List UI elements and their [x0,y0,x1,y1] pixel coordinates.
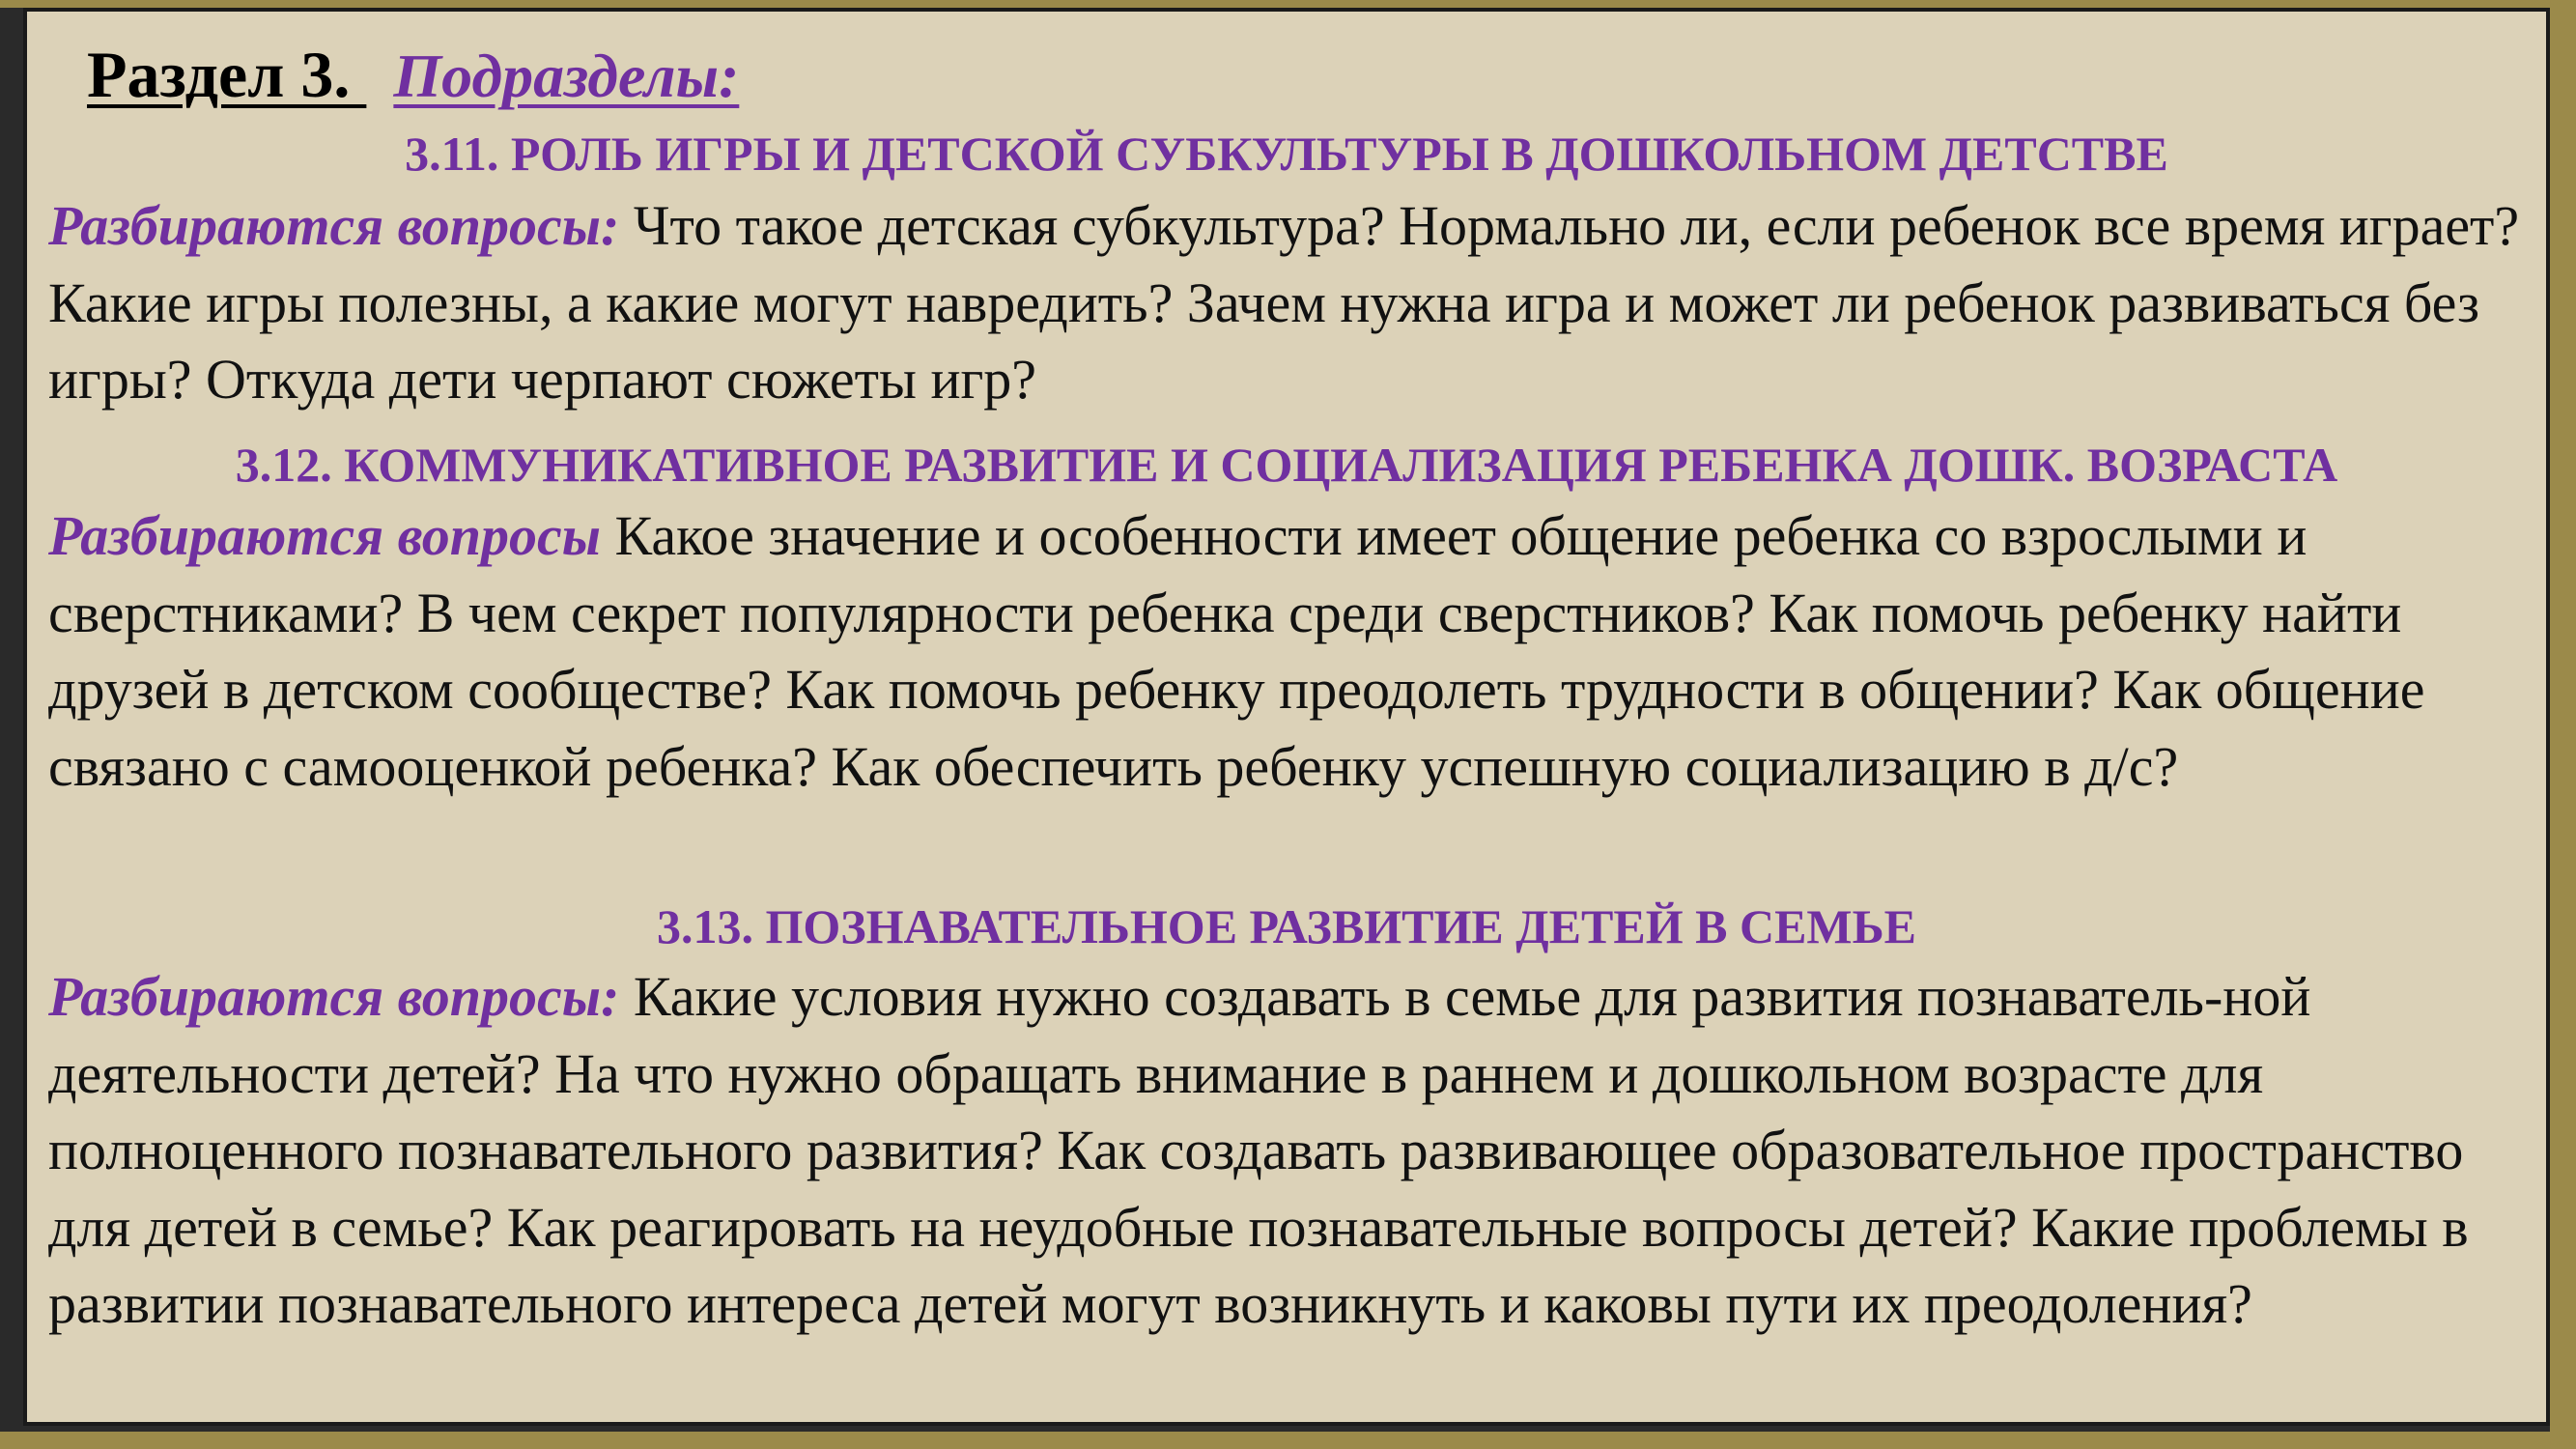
section-text-3-13: Какие условия нужно создавать в семье для развития познаватель-ной деятельности детей? На что нужно обращать внимание в раннем и дошкольном возрасте для полноценного познавательного развития? Как создавать развивающее образовательное пространство для детей в семье? Как реагировать на неудобные познавательные вопросы детей? Какие проблемы в развитии познавательного интереса детей могут возникнуть и каковы пути их преодоления? [48,965,2469,1335]
section-heading-3-13: 3.13. ПОЗНАВАТЕЛЬНОЕ РАЗВИТИЕ ДЕТЕЙ В СЕМЬЕ [656,899,1917,953]
page-title [87,37,739,124]
section-lead-3-12: Разбираются вопросы [48,504,602,567]
section-heading-3-12: 3.12. КОММУНИКАТИВНОЕ РАЗВИТИЕ И СОЦИАЛИЗАЦИЯ РЕБЕНКА ДОШК. ВОЗРАСТА [235,438,2338,492]
section-body-3-12 [48,497,2540,805]
section-body-3-11 [48,187,2540,418]
section-body-3-13 [48,958,2540,1343]
slide [23,8,2550,1426]
frame-top-border [0,0,2576,8]
section-text-3-12: Какое значение и особенности имеет общение ребенка со взрослыми и сверстниками? В чем секрет популярности ребенка среди сверстников? Как помочь ребенку найти друзей в детском сообществе? Как помочь ребенку преодолеть трудности в общении? Как общение связано с самооценкой ребенка? Как обеспечить ребенку успешную социализацию в д/с? [48,504,2425,798]
title-sub: Подразделы: [393,42,740,110]
section-text-3-11: Что такое детская субкультура? Нормально ли, если ребенок все время играет? Какие игры полезны, а какие могут навредить? Зачем нужна игра и может ли ребенок развиваться без игры? Откуда дети черпают сюжеты игр? [48,194,2520,411]
frame-right-border [2550,0,2576,1449]
frame-bottom-border [0,1432,2576,1449]
title-main: Раздел 3. [87,38,367,111]
section-lead-3-13: Разбираются вопросы: [48,965,620,1028]
section-lead-3-11: Разбираются вопросы: [48,194,620,257]
section-heading-3-11: 3.11. РОЛЬ ИГРЫ И ДЕТСКОЙ СУБКУЛЬТУРЫ В ДОШКОЛЬНОМ ДЕТСТВЕ [405,127,2168,181]
